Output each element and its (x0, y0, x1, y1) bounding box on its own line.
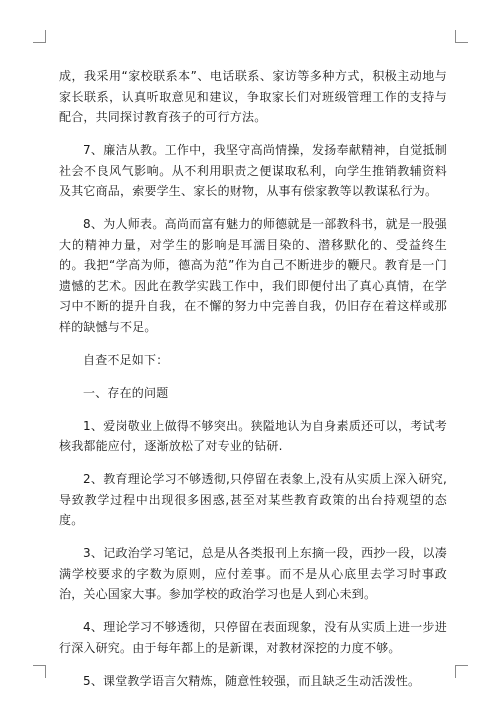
crop-mark-bottom-left (33, 665, 46, 678)
paragraph-problem-5: 5、课堂教学语言欠精炼，随意性较强，而且缺乏生动活泼性。 (83, 673, 421, 688)
paragraph-problem-1: 1、爱岗敬业上做得不够突出。狭隘地认为自身素质还可以，考试考核我都能应付，逐渐放松了对专业的钻研. (59, 418, 447, 453)
crop-mark-top-right (455, 30, 468, 43)
paragraph-continuation: 成，我采用“家校联系本”、电话联系、家访等多种方式，积极主动地与家长联系，认真听取意见和建议，争取家长们对班级管理工作的支持与配合，共同探讨教育孩子的可行方法。 (59, 69, 447, 124)
paragraph-problem-2: 2、教育理论学习不够透彻,只停留在表象上,没有从实质上深入研究,导致教学过程中出现很多困惑,甚至对某些教育政策的出台持观望的态度。 (59, 472, 447, 527)
crop-mark-top-left (33, 30, 46, 43)
crop-mark-bottom-right (455, 665, 468, 678)
paragraph-problems-heading: 一、存在的问题 (83, 385, 169, 400)
paragraph-integrity: 7、廉洁从教。工作中，我坚守高尚情操，发扬奉献精神，自觉抵制社会不良风气影响。从不利用职责之便谋取私利，向学生推销教辅资料及其它商品，索要学生、家长的财物，从事有偿家教等以教谋私行为。 (59, 143, 447, 198)
paragraph-role-model: 8、为人师表。高尚而富有魅力的师德就是一部教科书，就是一股强大的精神力量，对学生的影响是耳濡目染的、潜移默化的、受益终生的。我把“学高为师，德高为范”作为自己不断进步的鞭尺。教育是一门遗憾的艺术。因此在教学实践工作中，我们即便付出了真心真情，在学习中不断的提升自我，在不懈的努力中完善自我，仍旧存在着这样或那样的缺憾与不足。 (59, 217, 447, 334)
paragraph-problem-4: 4、理论学习不够透彻，只停留在表面现象，没有从实质上进一步进行深入研究。由于每年都上的是新课，对教材深挖的力度不够。 (59, 620, 447, 655)
paragraph-self-check-heading: 自查不足如下： (83, 352, 169, 367)
paragraph-problem-3: 3、记政治学习笔记，总是从各类报刊上东摘一段，西抄一段，以凑满学校要求的字数为原则，应付差事。而不是从心底里去学习时事政治，关心国家大事。参加学校的政治学习也是人到心未到。 (59, 546, 447, 601)
document-body (59, 66, 447, 704)
